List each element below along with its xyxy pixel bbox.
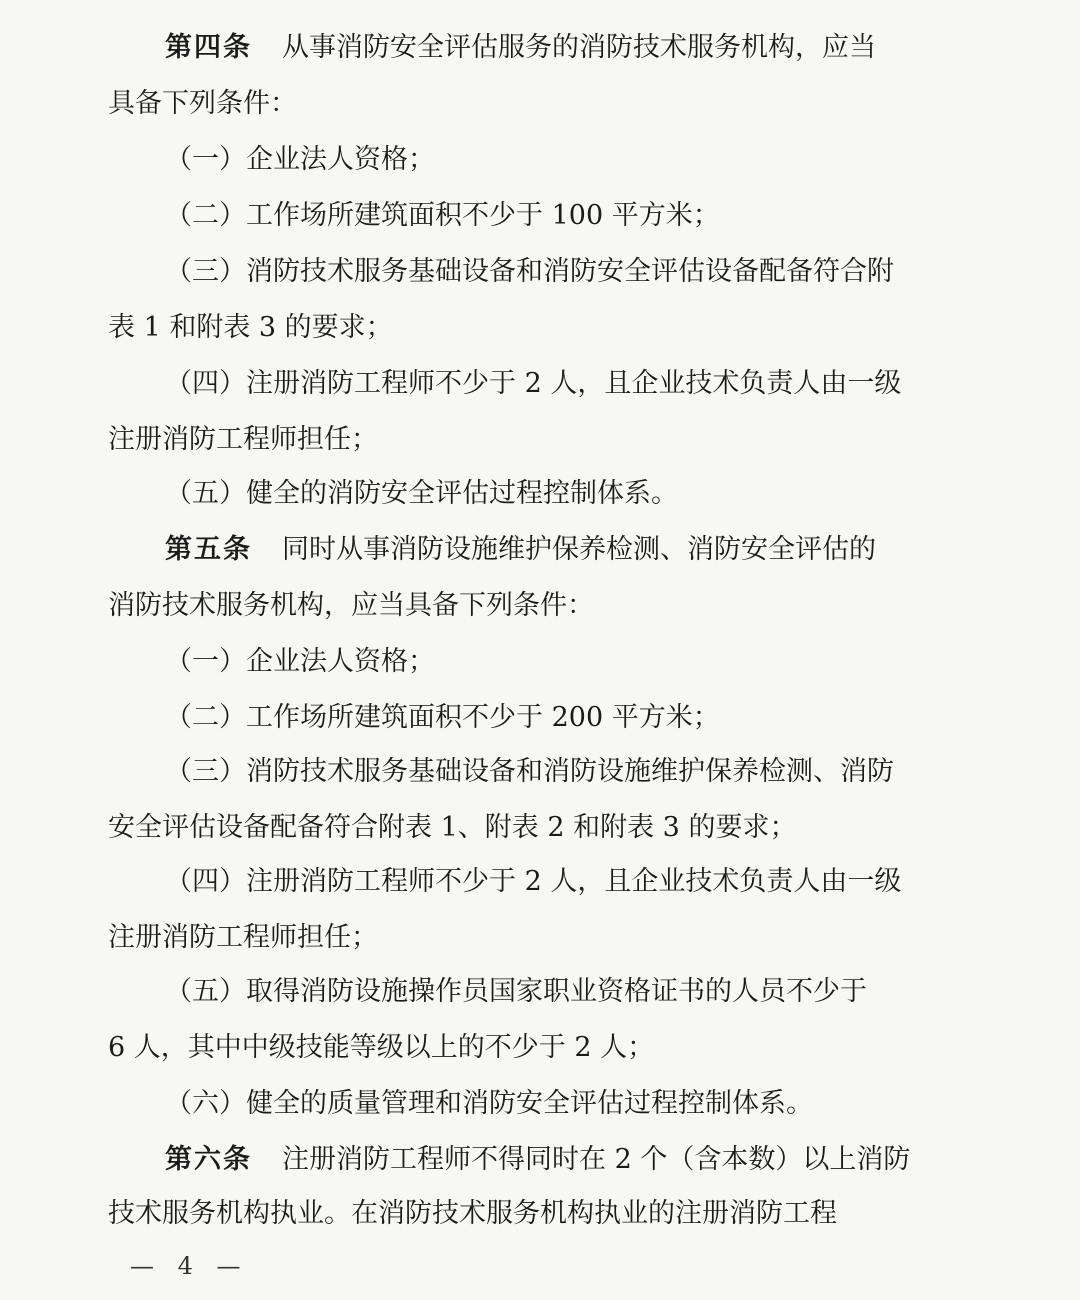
article-4-item-4-cont: 注册消防工程师担任； xyxy=(108,424,378,455)
article-5-item-5-cont: 6 人，其中中级技能等级以上的不少于 2 人； xyxy=(108,1032,655,1063)
article-5-item-3-cont: 安全评估设备配备符合附表 1、附表 2 和附表 3 的要求； xyxy=(108,812,797,843)
article-5-text-line-1: 同时从事消防设施维护保养检测、消防安全评估的 xyxy=(282,534,876,565)
article-5-item-1: （一）企业法人资格； xyxy=(165,646,435,677)
article-4-item-4: （四）注册消防工程师不少于 2 人，且企业技术负责人由一级 xyxy=(165,368,902,399)
page-number: — 4 — xyxy=(130,1252,249,1280)
article-5-item-4: （四）注册消防工程师不少于 2 人，且企业技术负责人由一级 xyxy=(165,866,902,897)
article-5-item-5: （五）取得消防设施操作员国家职业资格证书的人员不少于 xyxy=(165,976,867,1007)
article-5-item-3: （三）消防技术服务基础设备和消防设施维护保养检测、消防 xyxy=(165,756,894,787)
article-4-item-2: （二）工作场所建筑面积不少于 100 平方米； xyxy=(165,200,720,231)
article-5-text-line-2: 消防技术服务机构，应当具备下列条件： xyxy=(108,590,594,621)
article-4-text-line-1: 从事消防安全评估服务的消防技术服务机构，应当 xyxy=(282,32,876,63)
article-4-text-line-2: 具备下列条件： xyxy=(108,88,297,119)
article-5-item-6: （六）健全的质量管理和消防安全评估过程控制体系。 xyxy=(165,1088,813,1119)
article-4-heading-line xyxy=(0,20,1080,76)
article-4-item-1: （一）企业法人资格； xyxy=(165,144,435,175)
article-6-heading-line xyxy=(0,1132,1080,1188)
article-6-text-line-1: 注册消防工程师不得同时在 2 个（含本数）以上消防 xyxy=(282,1144,911,1175)
article-4-item-5: （五）健全的消防安全评估过程控制体系。 xyxy=(165,478,678,509)
article-5-heading-line xyxy=(0,522,1080,578)
article-6-text-line-2: 技术服务机构执业。在消防技术服务机构执业的注册消防工程 xyxy=(108,1198,837,1229)
article-6-label: 第六条 xyxy=(165,1144,252,1175)
article-5-label: 第五条 xyxy=(165,534,252,565)
article-5-item-4-cont: 注册消防工程师担任； xyxy=(108,922,378,953)
article-5-item-2: （二）工作场所建筑面积不少于 200 平方米； xyxy=(165,702,720,733)
article-4-item-3: （三）消防技术服务基础设备和消防安全评估设备配备符合附 xyxy=(165,256,894,287)
article-4-label: 第四条 xyxy=(165,32,252,63)
article-4-item-3-cont: 表 1 和附表 3 的要求； xyxy=(108,312,393,343)
